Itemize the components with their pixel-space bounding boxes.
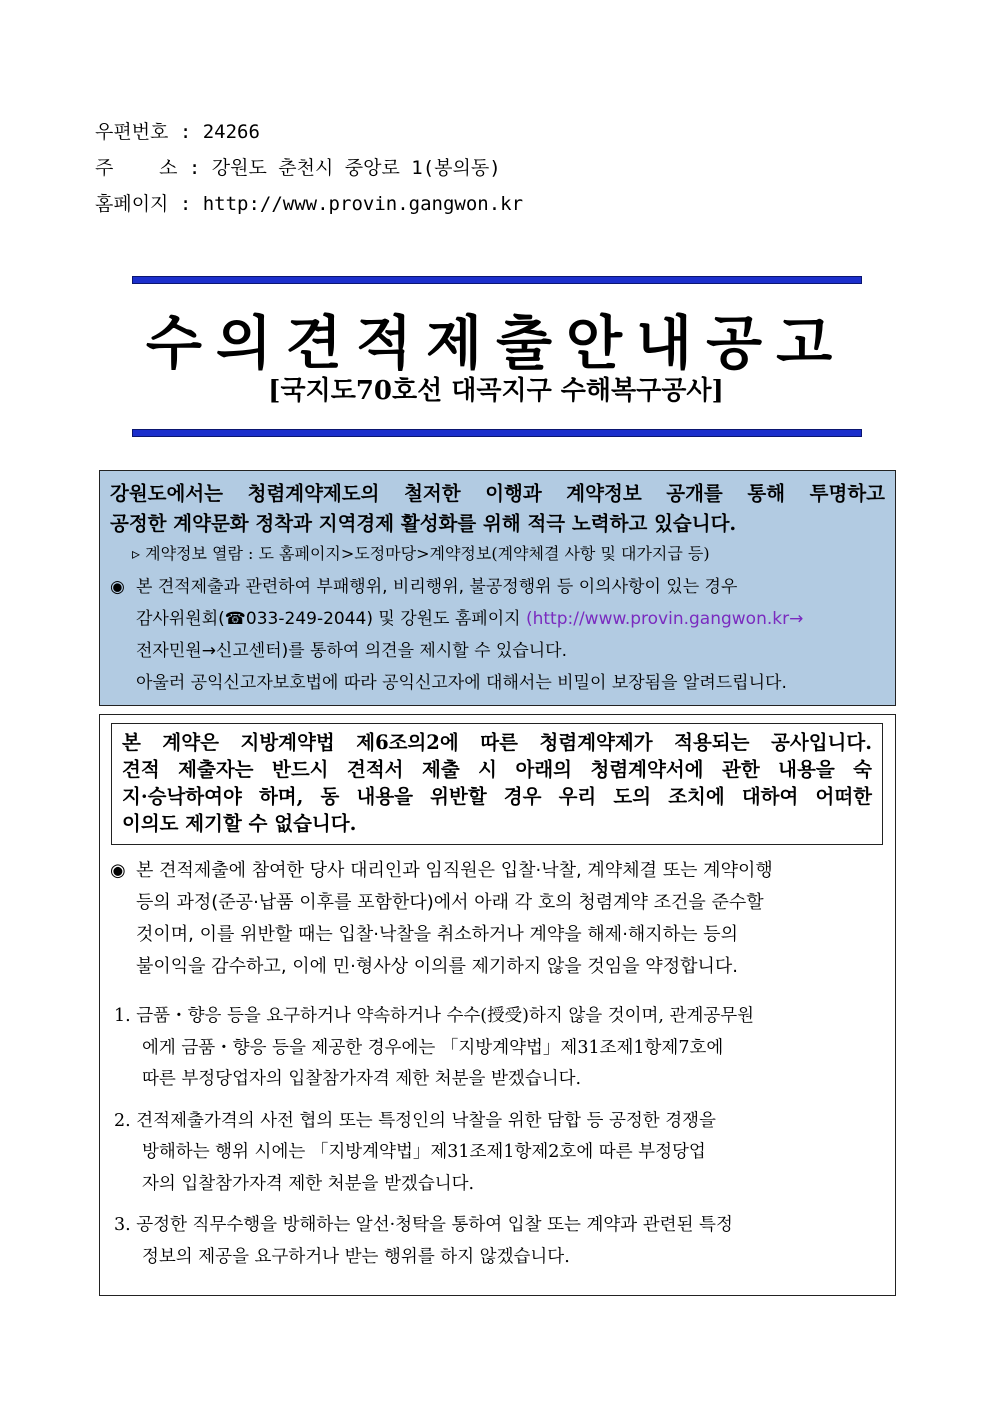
condition-item <box>114 1106 884 1201</box>
condition-2-line-3: 자의 입찰참가자격 제한 처분을 받겠습니다. <box>142 1173 475 1194</box>
integrity-line-4: 이의도 제기할 수 없습니다. <box>122 812 357 835</box>
bullet-icon: ◉ <box>110 860 126 881</box>
page-title: 수의견적제출안내공고 <box>145 309 847 377</box>
report-line-1: 본 견적제출과 관련하여 부패행위, 비리행위, 불공정행위 등 이의사항이 있는 경우 <box>136 577 738 597</box>
integrity-line-2: 견적 제출자는 반드시 견적서 제출 시 아래의 청렴계약서에 관한 내용을 숙 <box>122 758 872 781</box>
intro-line-2: 공정한 계약문화 정착과 지역경제 활성화를 위해 적극 노력하고 있습니다. <box>110 512 737 535</box>
page-subtitle: [국지도70호선 대곡지구 수해복구공사] <box>268 376 724 406</box>
report-paragraph <box>110 571 885 699</box>
condition-3-line-1: 3. 공정한 직무수행을 방해하는 알선·청탁을 통하여 입찰 또는 계약과 관련된 특정 <box>114 1215 733 1235</box>
header-info <box>95 114 523 222</box>
condition-item <box>114 1001 884 1096</box>
integrity-line-1: 본 계약은 지방계약법 제6조의2에 따른 청렴계약제가 적용되는 공사입니다. <box>122 731 872 754</box>
condition-1-line-1: 1. 금품・향응 등을 요구하거나 약속하거나 수수(授受)하지 않을 것이며, 관계공무원 <box>114 1006 755 1026</box>
postal-code: 우편번호 : 24266 <box>95 121 260 143</box>
contract-info-line: ▹ 계약정보 열람 : 도 홈페이지>도정마당>계약정보(계약체결 사항 및 대가지급 등) <box>132 544 710 563</box>
pledge-line-4: 불이익을 감수하고, 이에 민·형사상 이의를 제기하지 않을 것임을 약정합니다. <box>136 956 738 977</box>
pledge-line-2: 등의 과정(준공·납품 이후를 포함한다)에서 아래 각 호의 청렴계약 조건을 준수할 <box>136 892 764 913</box>
address: 주 소 : 강원도 춘천시 중앙로 1(봉의동) <box>95 157 501 179</box>
homepage: 홈페이지 : http://www.provin.gangwon.kr <box>95 193 524 215</box>
title-top-bar <box>132 276 862 284</box>
condition-3-line-2: 정보의 제공을 요구하거나 받는 행위를 하지 않겠습니다. <box>142 1246 570 1267</box>
title-bottom-bar <box>132 429 862 437</box>
conditions-list <box>114 1001 884 1283</box>
report-line-2: 감사위원회(☎033-249-2044) 및 강원도 홈페이지 <box>136 609 526 629</box>
integrity-section <box>99 714 896 1296</box>
integrity-line-3: 지·승낙하여야 하며, 동 내용을 위반할 경우 우리 도의 조치에 대하여 어떠한 <box>122 785 872 808</box>
notice-box <box>99 470 896 706</box>
condition-1-line-3: 따른 부정당업자의 입찰참가자격 제한 처분을 받겠습니다. <box>142 1069 582 1089</box>
bullet-icon: ◉ <box>110 577 125 597</box>
report-line-4: 아울러 공익신고자보호법에 따라 공익신고자에 대해서는 비밀이 보장됨을 알려드립니다. <box>136 673 787 693</box>
condition-2-line-1: 2. 견적제출가격의 사전 협의 또는 특정인의 낙찰을 위한 담합 등 공정한 경쟁을 <box>114 1110 716 1131</box>
report-line-3: 전자민원→신고센터)를 통하여 의견을 제시할 수 있습니다. <box>136 641 568 661</box>
pledge-line-1: 본 견적제출에 참여한 당사 대리인과 임직원은 입찰·낙찰, 계약체결 또는 계약이행 <box>136 860 773 881</box>
condition-2-line-2: 방해하는 행위 시에는 「지방계약법」제31조제1항제2호에 따른 부정당업 <box>142 1142 706 1162</box>
homepage-link[interactable]: (http://www.provin.gangwon.kr→ <box>525 609 804 629</box>
pledge-paragraph <box>110 855 890 983</box>
condition-item <box>114 1210 884 1273</box>
condition-1-line-2: 에게 금품・향응 등을 제공한 경우에는 「지방계약법」제31조제1항제7호에 <box>142 1037 724 1058</box>
integrity-box <box>111 723 883 845</box>
pledge-line-3: 것이며, 이를 위반할 때는 입찰·낙찰을 취소하거나 계약을 해제·해지하는 등의 <box>136 924 738 945</box>
intro-line-1: 강원도에서는 청렴계약제도의 철저한 이행과 계약정보 공개를 통해 투명하고 <box>110 482 885 505</box>
